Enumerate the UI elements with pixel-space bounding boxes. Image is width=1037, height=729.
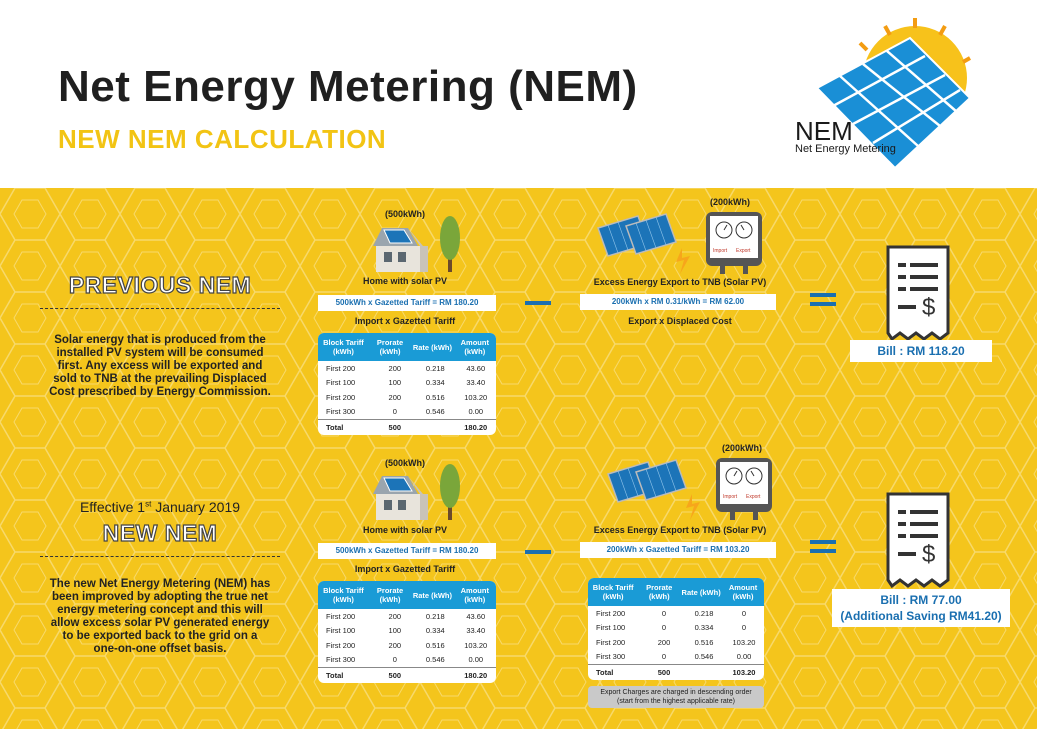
cell: 0 bbox=[661, 608, 667, 618]
table-row bbox=[588, 621, 764, 636]
home-kwh: (500kWh) bbox=[384, 209, 425, 219]
cell: First 200 bbox=[326, 392, 356, 402]
header-cell: Rate (kWh) bbox=[412, 342, 452, 352]
export-kwh: (200kWh) bbox=[721, 443, 762, 453]
table-row bbox=[318, 653, 496, 668]
cell: 0 bbox=[661, 652, 667, 662]
solar-meter-icon bbox=[606, 452, 776, 522]
cell: Total bbox=[326, 670, 344, 680]
header-cell: Block Tariff (kWh) bbox=[592, 583, 634, 601]
export-sub: Export x Displaced Cost bbox=[628, 316, 732, 326]
cell: 0.334 bbox=[425, 626, 445, 636]
new-description bbox=[30, 578, 290, 656]
effective-date-text: Effective 1 bbox=[79, 499, 146, 515]
cell: 0.546 bbox=[425, 655, 445, 665]
desc-line: first. Any excess will be exported and bbox=[57, 360, 263, 372]
table-row bbox=[318, 405, 496, 420]
home-calc: 500kWh x Gazetted Tariff = RM 180.20 bbox=[318, 295, 496, 311]
cell: 0.218 bbox=[425, 611, 445, 621]
table-row bbox=[318, 638, 496, 653]
previous-description bbox=[30, 334, 290, 399]
cell: 500 bbox=[657, 667, 671, 677]
desc-line: Solar energy that is produced from the bbox=[54, 334, 266, 346]
header-cell: Amount (kWh) bbox=[460, 586, 489, 604]
table-header bbox=[318, 581, 496, 609]
cell: First 300 bbox=[326, 655, 356, 665]
desc-line: sold to TNB at the prevailing Displaced bbox=[53, 373, 267, 385]
cell: First 200 bbox=[326, 363, 356, 373]
cell: 200 bbox=[388, 640, 402, 650]
header bbox=[0, 0, 1037, 188]
header-cell: Block Tariff (kWh) bbox=[323, 338, 364, 356]
table-header bbox=[588, 578, 764, 606]
cell: 200 bbox=[388, 611, 402, 621]
export-calc: 200kWh x RM 0.31/kWh = RM 62.00 bbox=[580, 294, 776, 310]
import-table-previous bbox=[318, 333, 496, 435]
cell: 0 bbox=[392, 407, 397, 417]
cell: First 100 bbox=[326, 378, 356, 388]
equals-icon bbox=[810, 293, 836, 311]
page-title: Net Energy Metering (NEM) bbox=[58, 62, 638, 111]
desc-line: one-on-one offset basis. bbox=[93, 643, 227, 655]
home-calc: 500kWh x Gazetted Tariff = RM 180.20 bbox=[318, 543, 496, 559]
cell: 100 bbox=[388, 378, 402, 388]
home-label: Home with solar PV bbox=[362, 525, 448, 535]
table-header bbox=[318, 333, 496, 361]
header-cell: Prorate (kWh) bbox=[376, 586, 404, 604]
header-cell: Amount (kWh) bbox=[460, 338, 489, 356]
table-row bbox=[318, 361, 496, 376]
cell: First 200 bbox=[326, 611, 356, 621]
export-label: Excess Energy Export to TNB (Solar PV) bbox=[593, 525, 767, 535]
cell: 33.40 bbox=[466, 626, 486, 636]
new-nem-title: NEW NEM bbox=[102, 520, 218, 546]
new-bill bbox=[832, 589, 1010, 627]
header-cell: Rate (kWh) bbox=[681, 587, 721, 597]
header-cell: Rate (kWh) bbox=[412, 590, 452, 600]
note-line: Export Charges are charged in descending order bbox=[600, 689, 752, 696]
table-total-row bbox=[588, 664, 764, 680]
cell: 0.516 bbox=[425, 392, 445, 402]
table-row bbox=[588, 650, 764, 665]
previous-nem-title: PREVIOUS NEM bbox=[68, 272, 252, 298]
cell: 180.20 bbox=[464, 670, 488, 680]
home-sub: Import x Gazetted Tariff bbox=[354, 564, 456, 574]
svg-text:$: $ bbox=[922, 541, 936, 568]
meter-export-label: Export bbox=[746, 494, 761, 500]
note-line: (start from the highest applicable rate) bbox=[617, 698, 735, 705]
previous-bill: Bill : RM 118.20 bbox=[850, 340, 992, 362]
import-table-new bbox=[318, 581, 496, 683]
desc-line: been improved by adopting the true net bbox=[52, 591, 268, 603]
cell: 0.516 bbox=[694, 637, 714, 647]
table-row bbox=[318, 609, 496, 624]
cell: 100 bbox=[388, 626, 402, 636]
desc-line: installed PV system will be consumed bbox=[56, 347, 264, 359]
cell: 0.00 bbox=[468, 655, 484, 665]
header-cell: Prorate (kWh) bbox=[646, 583, 673, 601]
table-row bbox=[318, 376, 496, 391]
cell: 0.218 bbox=[425, 363, 445, 373]
cell: 200 bbox=[388, 363, 402, 373]
cell: First 100 bbox=[326, 626, 356, 636]
desc-line: allow excess solar PV generated energy bbox=[50, 617, 270, 629]
cell: 180.20 bbox=[464, 422, 488, 432]
cell: 0.00 bbox=[736, 652, 752, 662]
cell: 103.20 bbox=[464, 392, 488, 402]
desc-line: Cost prescribed by Energy Commission. bbox=[49, 386, 271, 398]
solar-meter-icon bbox=[596, 206, 766, 276]
cell: 200 bbox=[657, 637, 671, 647]
house-icon bbox=[368, 216, 468, 274]
cell: First 100 bbox=[596, 623, 626, 633]
cell: 500 bbox=[388, 422, 402, 432]
bill-receipt-icon bbox=[882, 243, 954, 343]
header-cell: Amount (kWh) bbox=[728, 583, 758, 601]
table-total-row bbox=[318, 419, 496, 435]
divider bbox=[40, 556, 280, 557]
meter-import-label: Import bbox=[713, 248, 728, 254]
effective-date bbox=[40, 499, 280, 515]
cell: 0.546 bbox=[694, 652, 714, 662]
export-kwh: (200kWh) bbox=[709, 197, 750, 207]
cell: 0.516 bbox=[425, 640, 445, 650]
cell: 103.20 bbox=[732, 667, 756, 677]
export-note bbox=[588, 686, 764, 708]
table-total-row bbox=[318, 667, 496, 683]
cell: 0 bbox=[661, 623, 667, 633]
cell: 0 bbox=[741, 608, 747, 618]
equals-icon bbox=[810, 540, 836, 558]
export-label: Excess Energy Export to TNB (Solar PV) bbox=[593, 277, 767, 287]
main-panel bbox=[0, 188, 1037, 729]
cell: 200 bbox=[388, 392, 402, 402]
cell: 103.20 bbox=[732, 637, 756, 647]
desc-line: energy metering concept and this will bbox=[57, 604, 263, 616]
bill-receipt-icon bbox=[882, 490, 954, 590]
cell: 0.00 bbox=[468, 407, 484, 417]
cell: First 300 bbox=[326, 407, 356, 417]
logo-text: NEM bbox=[795, 116, 853, 146]
table-row bbox=[318, 390, 496, 405]
minus-icon bbox=[525, 301, 551, 305]
meter-export-label: Export bbox=[736, 248, 751, 254]
new-bill-saving: (Additional Saving RM41.20) bbox=[840, 609, 1002, 623]
cell: 500 bbox=[388, 670, 402, 680]
desc-line: The new Net Energy Metering (NEM) has bbox=[49, 578, 271, 590]
cell: 0.218 bbox=[694, 608, 714, 618]
cell: 43.60 bbox=[466, 363, 486, 373]
svg-text:$: $ bbox=[922, 294, 936, 321]
table-row bbox=[588, 606, 764, 621]
effective-date-text: January 2019 bbox=[151, 499, 241, 515]
new-bill-amount: Bill : RM 77.00 bbox=[880, 593, 962, 607]
cell: Total bbox=[596, 667, 614, 677]
header-cell: Block Tariff (kWh) bbox=[323, 586, 364, 604]
home-kwh: (500kWh) bbox=[384, 458, 425, 468]
cell: 33.40 bbox=[466, 378, 486, 388]
cell: 0 bbox=[392, 655, 397, 665]
home-label: Home with solar PV bbox=[362, 276, 448, 286]
cell: 43.60 bbox=[466, 611, 486, 621]
cell: Total bbox=[326, 422, 344, 432]
desc-line: to be exported back to the grid on a bbox=[62, 630, 258, 642]
cell: 0.334 bbox=[425, 378, 445, 388]
table-row bbox=[318, 624, 496, 639]
meter-import-label: Import bbox=[723, 494, 738, 500]
house-icon bbox=[368, 464, 468, 522]
page-subtitle: NEW NEM CALCULATION bbox=[58, 124, 387, 154]
cell: 0 bbox=[741, 623, 747, 633]
minus-icon bbox=[525, 550, 551, 554]
export-table-new bbox=[588, 578, 764, 680]
export-calc: 200kWh x Gazetted Tariff = RM 103.20 bbox=[580, 542, 776, 558]
cell: First 300 bbox=[596, 652, 626, 662]
logo-subtext: Net Energy Metering bbox=[795, 143, 896, 155]
cell: 0.546 bbox=[425, 407, 445, 417]
nem-logo-icon bbox=[785, 18, 975, 183]
table-row bbox=[588, 635, 764, 650]
header-cell: Prorate (kWh) bbox=[376, 338, 404, 356]
cell: First 200 bbox=[596, 608, 626, 618]
cell: 103.20 bbox=[464, 640, 488, 650]
cell: First 200 bbox=[596, 637, 626, 647]
divider bbox=[40, 308, 280, 309]
cell: First 200 bbox=[326, 640, 356, 650]
cell: 0.334 bbox=[694, 623, 714, 633]
effective-date-sup: st bbox=[145, 499, 152, 509]
home-sub: Import x Gazetted Tariff bbox=[354, 316, 456, 326]
